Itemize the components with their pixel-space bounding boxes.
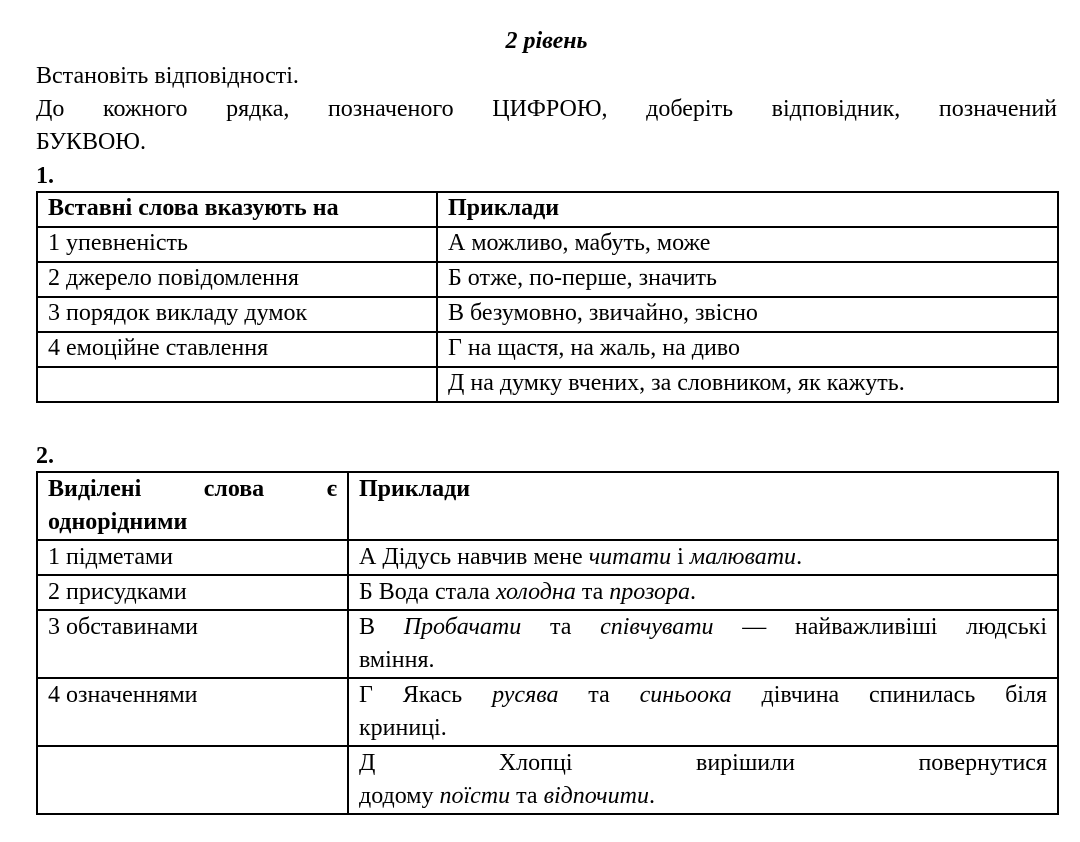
- task-2-table: [36, 471, 1059, 815]
- table-cell: Б отже, по-перше, значить: [437, 262, 1058, 297]
- table-row: [37, 575, 1058, 610]
- column-header: Вставні слова вказують на: [37, 192, 437, 227]
- task-2-number: 2.: [36, 443, 54, 469]
- table-row: [37, 367, 1058, 402]
- header-left-line-1: Виділені слова є: [48, 476, 337, 502]
- table-row: [37, 746, 1058, 814]
- table-row: [37, 297, 1058, 332]
- table-cell: [37, 746, 348, 814]
- instruction-line-2: До кожного рядка, позначеного ЦИФРОЮ, доберіть відповідник, позначений: [36, 96, 1057, 122]
- table-cell: 2 присудками: [37, 575, 348, 610]
- column-header: Приклади: [437, 192, 1058, 227]
- table-cell: 1 упевненість: [37, 227, 437, 262]
- table-cell: А можливо, мабуть, може: [437, 227, 1058, 262]
- table-cell: 4 емоційне ставлення: [37, 332, 437, 367]
- table-cell: Д на думку вчених, за словником, як кажуть.: [437, 367, 1058, 402]
- instruction-line-1: Встановіть відповідності.: [36, 63, 299, 89]
- header-left-line-2: однорідними: [48, 509, 188, 535]
- table-row: [37, 227, 1058, 262]
- table-cell: А Дідусь навчив мене читати і малювати.: [348, 540, 1058, 575]
- table-cell: 1 підметами: [37, 540, 348, 575]
- column-header: Приклади: [348, 472, 1058, 540]
- table-row: [37, 262, 1058, 297]
- level-title: 2 рівень: [505, 28, 588, 54]
- table-cell: 2 джерело повідомлення: [37, 262, 437, 297]
- task-1-table: [36, 191, 1059, 403]
- table-header-row: [37, 472, 1058, 540]
- table-cell: Г Якась русява та синьоока дівчина спинилась біля криниці.: [348, 678, 1058, 746]
- table-cell: В Пробачати та співчувати — найважливіші людські вміння.: [348, 610, 1058, 678]
- table-cell: Г на щастя, на жаль, на диво: [437, 332, 1058, 367]
- task-1-number: 1.: [36, 163, 54, 189]
- table-cell: 3 порядок викладу думок: [37, 297, 437, 332]
- instruction-line-3: БУКВОЮ.: [36, 129, 146, 155]
- table-row: [37, 540, 1058, 575]
- table-cell: 3 обставинами: [37, 610, 348, 678]
- table-row: [37, 678, 1058, 746]
- table-cell: 4 означеннями: [37, 678, 348, 746]
- column-header: [37, 472, 348, 540]
- table-cell: Б Вода стала холодна та прозора.: [348, 575, 1058, 610]
- table-cell: Д Хлопці вирішили повернутися додому поїсти та відпочити.: [348, 746, 1058, 814]
- table-cell: [37, 367, 437, 402]
- table-cell: В безумовно, звичайно, звісно: [437, 297, 1058, 332]
- table-row: [37, 610, 1058, 678]
- table-header-row: [37, 192, 1058, 227]
- table-row: [37, 332, 1058, 367]
